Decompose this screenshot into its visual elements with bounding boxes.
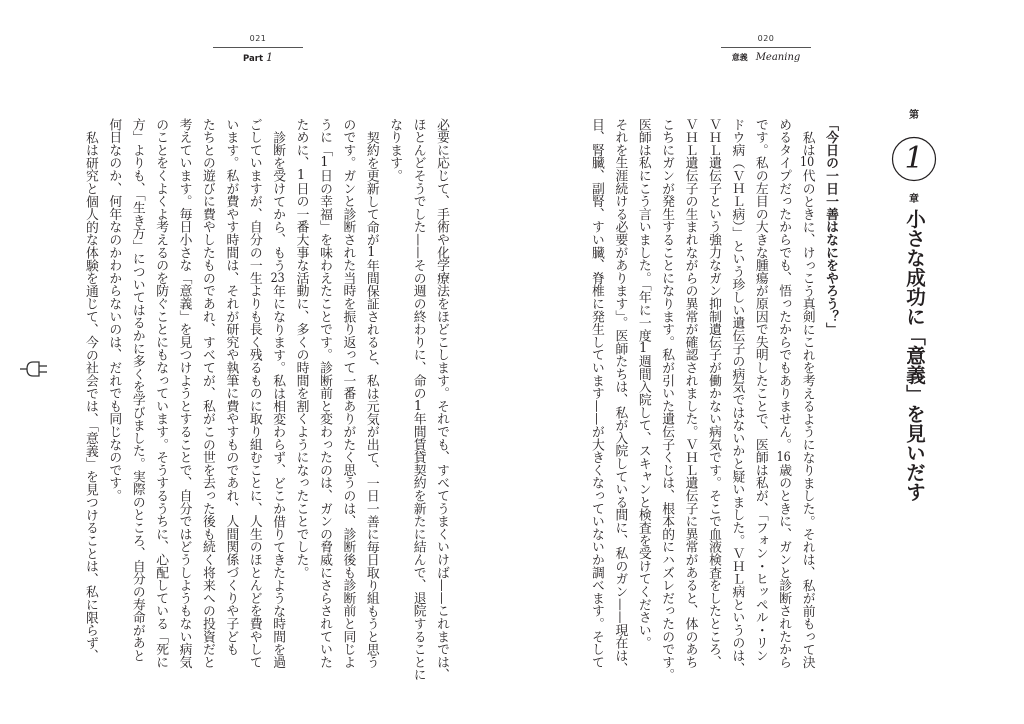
text-line: います。私が費やす時間は、それが研究や執筆に費やすものであれ、人間関係づくりや子ども — [223, 118, 239, 656]
chapter-title: 小さな成功に「意義」を見いだす — [903, 209, 926, 502]
text-line: ＶＨＬ遺伝子という強力なガン抑制遺伝子が働かない病気です。そこで血液検査をしたところ、 — [705, 118, 721, 669]
header-rule — [213, 47, 303, 48]
text-line: それを生涯続ける必要があります」。医師たちは、私が入院している間に、私のガン——現在は、 — [612, 118, 628, 675]
header-rule — [721, 47, 811, 48]
section-label — [721, 52, 811, 64]
text-line: 私は10代のときに、けっこう真剣にこれを考えるようになりました。それは、私が前もって決 — [799, 130, 815, 669]
text-line: です。私の左目の大きな腫瘍が原因で失明したことで、医師は私が、「フォン・ヒッペル・リン — [752, 118, 768, 662]
text-line: うに「1日の幸福」を味わえたことです。診断前と変わったのは、ガンの脅威にさらされていた — [316, 118, 332, 669]
text-line: めるタイプだったからでも、悟ったからでもありません。16歳のときに、ガンと診断されたから — [776, 118, 792, 669]
body-text — [584, 118, 842, 698]
tate-chu-yoko-digits: 1 — [639, 342, 648, 355]
tate-chu-yoko-digits: 1 — [296, 169, 306, 182]
text-line: 方」よりも、「生き方」についてはるかに多くを学びました。実際のところ、自分の寿命があと — [129, 118, 145, 662]
text-line: 診断を受けてから、もう23年になります。私は相変わらず、どこか借りてきたような時間を過 — [270, 130, 286, 669]
chapter-suffix: 章 — [909, 194, 919, 205]
tate-chu-yoko-digits: 23 — [270, 271, 285, 285]
text-line: ごしていますが、自分の一生よりも長く残るものに取り組むことに、人生のほとんどを費やして — [246, 118, 262, 669]
part-label — [213, 52, 303, 65]
tate-chu-yoko-digits: 16 — [776, 450, 791, 464]
right-page — [512, 0, 1024, 724]
text-line: ほとんどそうでした——その週の終わりに、命の1年間賃貸契約を新たに結んで、退院することに — [410, 118, 426, 682]
tate-chu-yoko-digits: 1 — [320, 156, 329, 170]
text-line: 私は研究と個人的な体験を通じて、今の社会では、「意義」を見つけることは、私に限らず、 — [82, 130, 98, 662]
section-heading: 「今日の一日一善はなにをやろう？」 — [823, 118, 838, 336]
running-head — [721, 34, 811, 64]
text-line: こちにガンが発生することになります。私が引いた遺伝子くじは、根本的にハズレだったのです。 — [659, 118, 675, 682]
running-head — [213, 34, 303, 65]
chapter-number: 1 — [904, 141, 924, 176]
text-line: 何日なのか、何年なのかわからないのは、だれでも同じなのです。 — [106, 118, 122, 502]
text-line: ために、1日の一番大事な活動に、多くの時間を割くようになったことでした。 — [293, 118, 309, 579]
text-line: のことをくよくよ考えるのを防ぐことにもなっています。そうするうちに、心配している「死に — [153, 118, 169, 669]
text-line: ドウ病（ＶＨＬ病）」という珍しい遺伝子の病気ではないかと疑いました。ＶＨＬ病というのは、 — [729, 118, 745, 675]
text-line: 目、腎臓、副腎、すい臓、脊椎に発生しています——が大きくなっていないか調べます。そして — [588, 118, 604, 669]
part-label-text: Part — [243, 54, 264, 64]
chapter-prefix: 第 — [909, 110, 919, 121]
part-number: 1 — [265, 51, 273, 64]
body-text — [78, 118, 453, 698]
text-line: のです。ガンと診断された当時を振り返って一番ありがたく思うのは、診断後も診断前と同じよ — [340, 118, 356, 669]
section-label-en: Meaning — [755, 52, 801, 63]
tate-chu-yoko-digits: 1 — [414, 399, 423, 413]
text-line: 契約を更新して命が1年間保証されると、私は元気が出て、一日一善に毎日取り組もうと思う — [363, 130, 379, 669]
text-line: 医師は私にこう言いました。「年に一度1週間入院して、スキャンと検査を受けてください。 — [635, 118, 651, 650]
text-line: なります。 — [387, 118, 403, 182]
text-line: 必要に応じて、手術や化学療法をほどこします。それでも、すべてうまくいけば——これまでは、 — [434, 118, 449, 682]
page-number: 021 — [249, 34, 267, 43]
text-line: ＶＨＬ遺伝子の生まれながらの異常が確認されました。ＶＨＬ遺伝子に異常があると、体のあち — [682, 118, 698, 669]
tate-chu-yoko-digits: 1 — [367, 246, 376, 259]
tate-chu-yoko-digits: 10 — [800, 156, 815, 170]
text-line: 考えています。毎日小さな「意義」を見つけようとすることで、自分ではどうしようもない病気 — [176, 118, 192, 669]
text-line: たちとの遊びに費やしたものであれ、すべてが、私がこの世を去った後も続く将来への投資だと — [199, 118, 215, 669]
section-label-ja: 意義 — [731, 53, 748, 62]
plug-icon — [20, 359, 50, 379]
page-number: 020 — [757, 34, 775, 43]
